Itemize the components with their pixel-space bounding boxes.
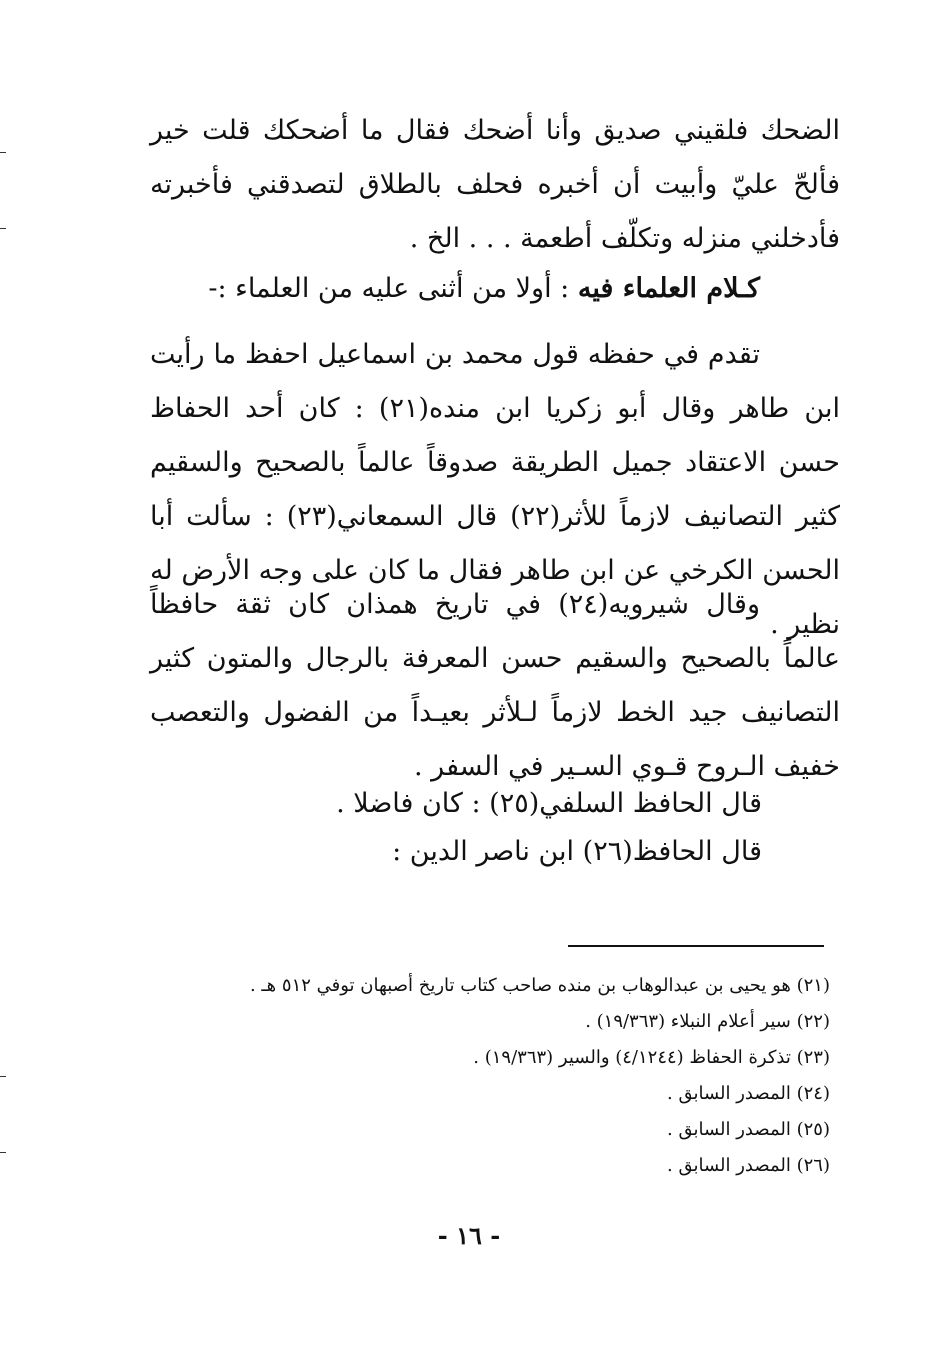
footnote-26: (٢٦) المصدر السابق . xyxy=(667,1155,830,1176)
margin-tick xyxy=(0,228,6,229)
footnote-24: (٢٤) المصدر السابق . xyxy=(667,1083,830,1104)
heading-subtitle: : أولا من أثنى عليه من العلماء :- xyxy=(208,273,578,304)
footnotes xyxy=(150,968,830,1184)
quote-line-silafi: قال الحافظ السلفي(٢٥) : كان فاضلا . xyxy=(336,788,762,819)
margin-tick xyxy=(0,152,6,153)
footnote-divider xyxy=(568,945,824,947)
quote-line-ibn-nasir: قال الحافظ(٢٦) ابن ناصر الدين : xyxy=(392,836,762,867)
paragraph-shirawayh: وقال شيرويه(٢٤) في تاريخ همذان كان ثقة حافظاً عالماً بالصحيح والسقيم حسن المعرفة بالرجال والمتون كثير التصانيف جيد الخط لازماً لـلأثر بعيـداً من الفضول والتعصب خفيف الـروح قـوي السـير في السفر . xyxy=(150,589,840,782)
margin-tick xyxy=(0,1076,6,1077)
footnote-22: (٢٢) سير أعلام النبلاء (١٩/٣٦٣) . xyxy=(585,1011,830,1032)
paragraph-continuation: الضحك فلقيني صديق وأنا أضحك فقال ما أضحكك قلت خير فألحّ عليّ وأبيت أن أخبره فحلف بالطلاق لتصدقني فأخبرته فأدخلني منزله وتكلّف أطعمة . . . الخ . xyxy=(150,115,840,254)
footnote-25: (٢٥) المصدر السابق . xyxy=(667,1119,830,1140)
footnote-21: (٢١) هو يحيى بن عبدالوهاب بن منده صاحب كتاب تاريخ أصبهان توفي ٥١٢ هـ . xyxy=(249,975,830,996)
page-number: - ١٦ - xyxy=(437,1221,501,1250)
margin-tick xyxy=(0,1152,6,1153)
section-heading xyxy=(150,262,760,316)
paragraph-praise: تقدم في حفظه قول محمد بن اسماعيل احفظ ما رأيت ابن طاهر وقال أبو زكريا ابن منده(٢١) : كان أحد الحفاظ حسن الاعتقاد جميل الطريقة صدوقاً عالماً بالصحيح والسقيم كثير التصانيف لازماً للأثر(٢٢) قال السمعاني(٢٣) : سألت أبا الحسن الكرخي عن ابن طاهر فقال ما كان على وجه الأرض له نظير . xyxy=(150,339,841,640)
quote-lines xyxy=(150,780,762,876)
heading-bold-label: كـلام العلماء فيه xyxy=(577,273,760,304)
footnote-23: (٢٣) تذكرة الحفاظ (٤/١٢٤٤) والسير (١٩/٣٦٣) . xyxy=(473,1047,830,1068)
